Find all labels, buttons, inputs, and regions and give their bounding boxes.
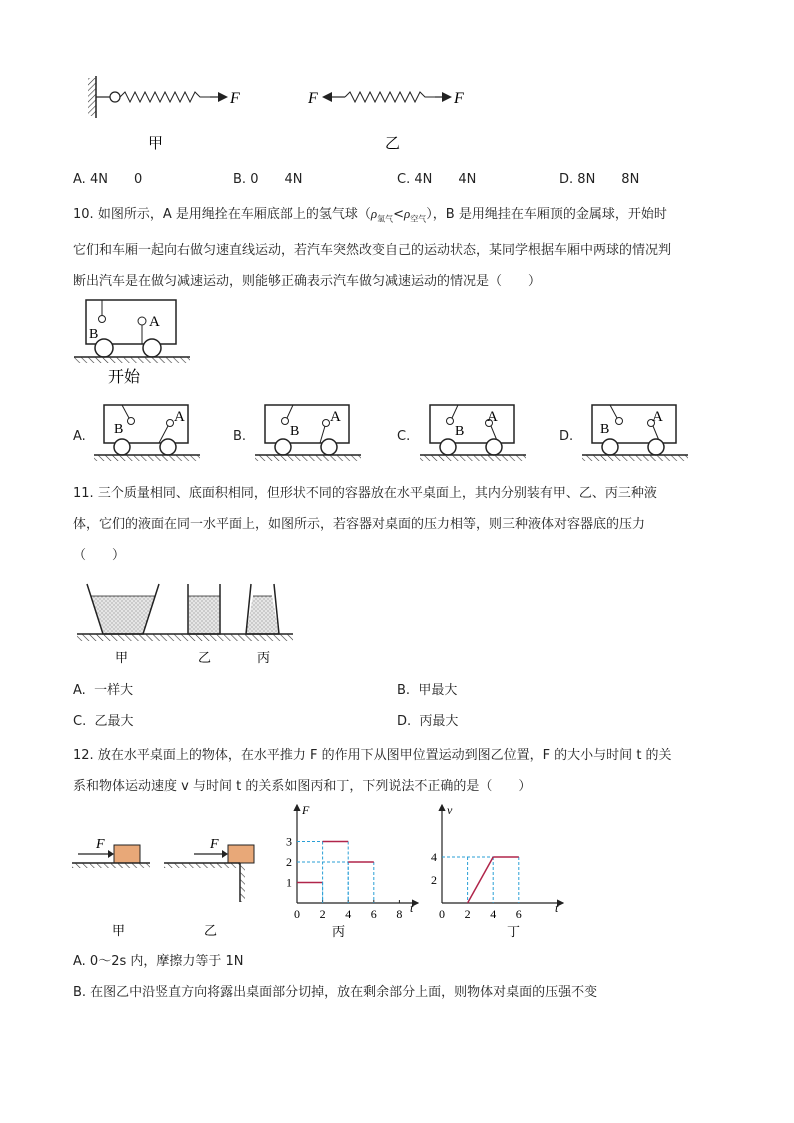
q11-option-d: D. 丙最大 <box>397 714 459 729</box>
q10-start-ball-a: A <box>149 314 160 330</box>
q12-line2: 系和物体运动速度 v 与时间 t 的关系如图丙和丁，下列说法不正确的是（ ） <box>73 779 532 794</box>
q10-a-ball-b: B <box>114 422 124 437</box>
q12-jia-force-label: F <box>96 837 105 852</box>
q12-label-jia: 甲 <box>112 924 126 939</box>
q10-stem <box>73 198 725 297</box>
q10-line1: 10. 如图所示，A 是用绳拴在车厢底部上的氢气球$(\rho_{氢气}<\rho_{空气})$，B 是用绳挂在车厢顶的金属球，开始时 <box>73 206 667 224</box>
q9-option-c: C. 4N 4N <box>397 172 477 187</box>
x-axis-label: t <box>555 901 559 915</box>
q11-option-b: B. 甲最大 <box>397 683 458 698</box>
q9-option-a: A. 4N 0 <box>73 172 143 187</box>
q9-force-label-yi-right: F <box>454 90 464 107</box>
y-tick-label: 1 <box>286 875 292 890</box>
q11-option-a: A. 一样大 <box>73 683 134 698</box>
q10-option-b-cart <box>255 402 365 466</box>
q12-fig-yi <box>164 832 259 942</box>
q12-graph-bing <box>280 800 430 945</box>
x-tick-label: 4 <box>345 907 352 921</box>
q10-a-ball-a: A <box>174 409 185 425</box>
q10-start-ball-b: B <box>89 327 99 342</box>
q10-option-b-letter: B. <box>233 429 247 444</box>
q11-line1: 11. 三个质量相同、底面积相同，但形状不同的容器放在水平桌面上，其内分别装有甲、乙、丙三种液 <box>73 486 657 501</box>
x-tick-label: 0 <box>439 907 445 921</box>
y-tick-label: 2 <box>431 873 437 887</box>
y-tick-label: 4 <box>431 850 437 864</box>
q10-b-ball-b: B <box>290 424 300 439</box>
q10-b-ball-a: A <box>330 409 341 425</box>
q10-start-label: 开始 <box>108 367 141 386</box>
q10-line3: 断出汽车是在做匀减速运动，则能够正确表示汽车做匀减速运动的情况是（ ） <box>73 273 542 289</box>
q11-label-yi: 乙 <box>198 651 212 666</box>
q10-c-ball-a: A <box>487 409 498 425</box>
q10-option-a-cart <box>94 402 204 466</box>
q12-graph-ding <box>425 800 575 945</box>
q10-c-ball-b: B <box>455 424 465 439</box>
q12-stem <box>73 740 725 802</box>
y-tick-label: 2 <box>286 855 292 869</box>
x-tick-label: 2 <box>319 907 326 921</box>
q10-option-a-letter: A. <box>73 429 86 444</box>
q9-option-d: D. 8N 8N <box>559 172 640 187</box>
y-axis-label: F <box>302 803 310 817</box>
x-tick-label: 2 <box>464 907 471 921</box>
x-tick-label: 6 <box>515 907 522 921</box>
q10-line2: 它们和车厢一起向右做匀速直线运动，若汽车突然改变自己的运动状态，某同学根据车厢中两球的情况判 <box>73 242 672 258</box>
q9-label-yi: 乙 <box>385 136 401 152</box>
q12-label-bing: 丙 <box>332 925 346 940</box>
q12-line1: 12. 放在水平桌面上的物体，在水平推力 F 的作用下从图甲位置运动到图乙位置，F 的大小与时间 t 的关 <box>73 748 672 763</box>
q11-line3: （ ） <box>73 548 126 563</box>
q9-option-b: B. 0 4N <box>233 172 303 187</box>
q10-d-ball-b: B <box>600 422 610 437</box>
q10-start-cart <box>72 292 197 387</box>
q9-force-label-yi-left: F <box>308 90 318 107</box>
y-tick-label: 3 <box>286 834 292 849</box>
q12-option-a: A. 0～2s 内，摩擦力等于 1N <box>73 954 244 969</box>
q11-containers-figure <box>75 578 305 670</box>
q10-option-c-letter: C. <box>397 429 411 444</box>
q11-line2: 体，它们的液面在同一水平面上，如图所示，若容器对桌面的压力相等，则三种液体对容器底的压力 <box>73 517 646 532</box>
q12-fig-jia <box>72 832 152 942</box>
q12-option-b: B. 在图乙中沿竖直方向将露出桌面部分切掉，放在剩余部分上面，则物体对桌面的压强不变 <box>73 985 598 1000</box>
velocity-segment <box>468 857 494 903</box>
x-tick-label: 6 <box>370 907 377 921</box>
q11-stem <box>73 478 725 571</box>
q11-label-bing: 丙 <box>257 651 271 666</box>
x-tick-label: 8 <box>396 907 403 921</box>
q11-label-jia: 甲 <box>115 651 129 666</box>
q12-label-yi: 乙 <box>204 924 218 939</box>
q9-force-label-jia: F <box>230 90 240 107</box>
x-tick-label: 4 <box>490 907 497 921</box>
q12-yi-force-label: F <box>210 837 219 852</box>
q10-d-ball-a: A <box>652 409 663 425</box>
q12-label-ding: 丁 <box>507 925 521 940</box>
q10-option-c-cart <box>420 402 530 466</box>
x-axis-label: t <box>410 901 414 915</box>
q10-option-d-cart <box>582 402 692 466</box>
q10-option-d-letter: D. <box>559 429 574 444</box>
q9-label-jia: 甲 <box>148 136 164 152</box>
q11-option-c: C. 乙最大 <box>73 714 134 729</box>
y-axis-label: v <box>447 803 453 817</box>
x-tick-label: 0 <box>294 907 300 921</box>
q9-spring-figure <box>80 70 480 160</box>
